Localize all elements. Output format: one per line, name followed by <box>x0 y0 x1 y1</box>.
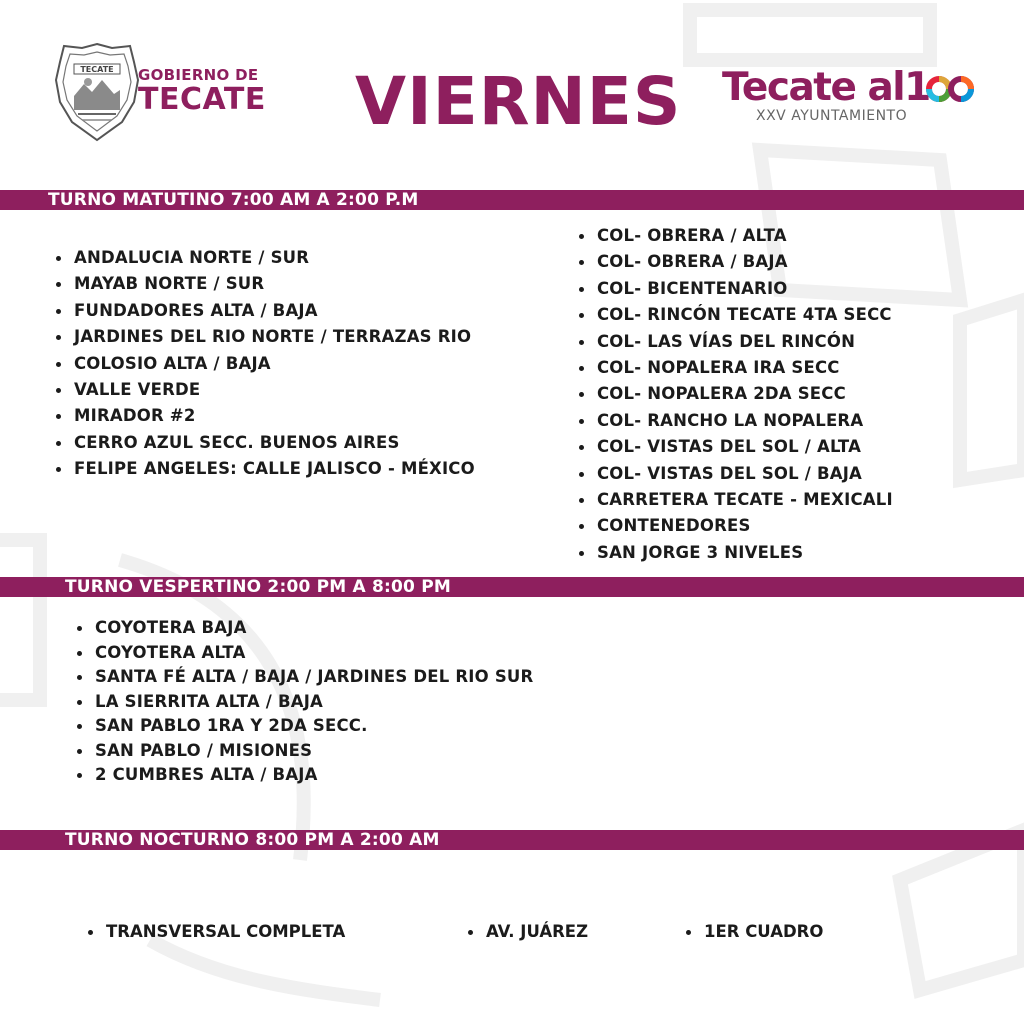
list-item: COL- BICENTENARIO <box>577 276 893 302</box>
list-item: COL- OBRERA / BAJA <box>577 249 893 275</box>
list-item: SAN PABLO 1RA Y 2DA SECC. <box>75 714 515 739</box>
list-item: COL- RANCHO LA NOPALERA <box>577 408 893 434</box>
list-item: COL- NOPALERA 2DA SECC <box>577 381 893 407</box>
tecate-seal-logo <box>52 40 142 144</box>
list-item: MIRADOR #2 <box>54 403 475 429</box>
government-line2: TECATE <box>138 82 266 117</box>
list-item: VALLE VERDE <box>54 377 475 403</box>
list-item: AV. JUÁREZ <box>466 920 588 944</box>
shift-bar-morning <box>0 190 1024 210</box>
government-wordmark <box>138 66 266 116</box>
brand-name-text: Tecate al <box>722 65 905 110</box>
list-item: ANDALUCIA NORTE / SUR <box>54 245 475 271</box>
list-item: FELIPE ANGELES: CALLE JALISCO - MÉXICO <box>54 456 475 482</box>
morning-list-left <box>54 245 475 483</box>
government-line1: GOBIERNO DE <box>138 66 259 84</box>
list-item: COLOSIO ALTA / BAJA <box>54 351 475 377</box>
list-item: COYOTERA BAJA <box>75 616 515 641</box>
list-item: COL- VISTAS DEL SOL / BAJA <box>577 461 893 487</box>
list-item: SANTA FÉ ALTA / BAJA / JARDINES DEL RIO SUR <box>75 665 515 690</box>
list-item: COL- LAS VÍAS DEL RINCÓN <box>577 329 893 355</box>
list-item: SAN PABLO / MISIONES <box>75 739 515 764</box>
list-item: COL- VISTAS DEL SOL / ALTA <box>577 434 893 460</box>
seal-text: TECATE <box>80 65 114 74</box>
brand-subtitle: XXV AYUNTAMIENTO <box>756 108 908 124</box>
shift-title-night: TURNO NOCTURNO 8:00 PM A 2:00 AM <box>65 830 440 850</box>
list-item: CONTENEDORES <box>577 513 893 539</box>
day-title: VIERNES <box>355 63 682 140</box>
list-item: TRANSVERSAL COMPLETA <box>86 920 345 944</box>
brand-number-zeros-icon <box>926 69 974 109</box>
list-item: COYOTERA ALTA <box>75 641 515 666</box>
list-item: JARDINES DEL RIO NORTE / TERRAZAS RIO <box>54 324 475 350</box>
brand-name <box>722 64 930 112</box>
list-item: COL- NOPALERA IRA SECC <box>577 355 893 381</box>
list-item: LA SIERRITA ALTA / BAJA <box>75 690 515 715</box>
list-item: FUNDADORES ALTA / BAJA <box>54 298 475 324</box>
list-item: COL- RINCÓN TECATE 4TA SECC <box>577 302 893 328</box>
brand-number-one: 1 <box>904 65 930 110</box>
list-item: CERRO AZUL SECC. BUENOS AIRES <box>54 430 475 456</box>
afternoon-list <box>75 616 534 788</box>
shift-title-morning: TURNO MATUTINO 7:00 AM A 2:00 P.M <box>48 190 419 210</box>
shift-bar-night <box>0 830 1024 850</box>
list-item: CARRETERA TECATE - MEXICALI <box>577 487 893 513</box>
shift-title-afternoon: TURNO VESPERTINO 2:00 PM A 8:00 PM <box>65 577 451 597</box>
morning-list-right <box>577 223 893 566</box>
list-item: SAN JORGE 3 NIVELES <box>577 540 893 566</box>
list-item: 1ER CUADRO <box>684 920 823 944</box>
list-item: COL- OBRERA / ALTA <box>577 223 893 249</box>
list-item: 2 CUMBRES ALTA / BAJA <box>75 763 515 788</box>
list-item: MAYAB NORTE / SUR <box>54 271 475 297</box>
tecate-al-100-logo <box>722 64 982 128</box>
shift-bar-afternoon <box>0 577 1024 597</box>
